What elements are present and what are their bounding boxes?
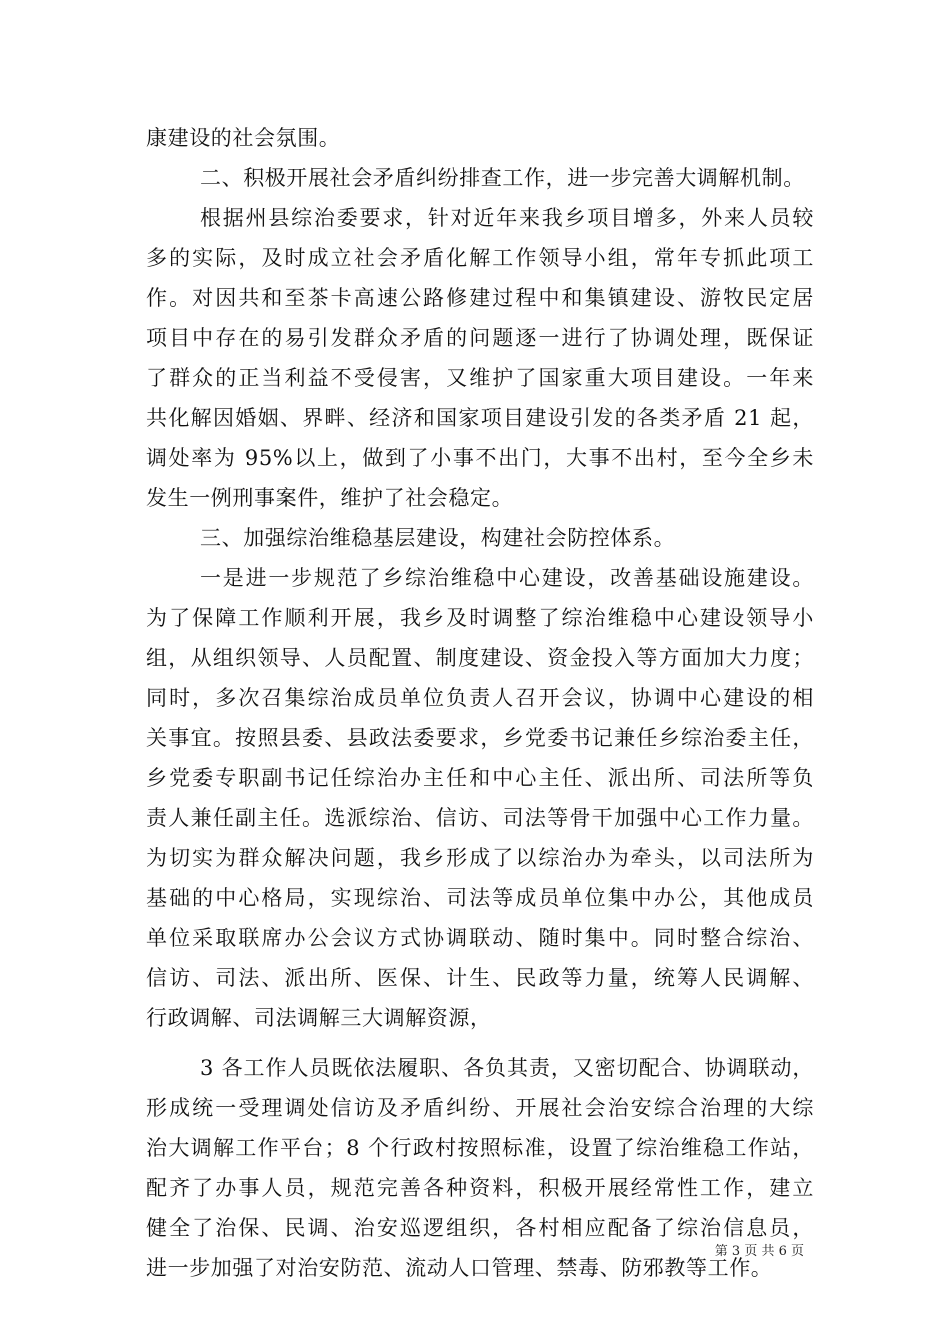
paragraph-line: 了群众的正当利益不受侵害，又维护了国家重大项目建设。一年来 [146,366,814,390]
paragraph-line: 责人兼任副主任。选派综治、信访、司法等骨干加强中心工作力量。 [146,806,814,830]
paragraph-line: 康建设的社会氛围。 [146,126,341,150]
page-number-footer: 第 3 页 共 6 页 [714,1244,804,1259]
paragraph-line: 信访、司法、派出所、医保、计生、民政等力量，统筹人民调解、 [146,966,814,990]
paragraph-line: 进一步加强了对治安防范、流动人口管理、禁毒、防邪教等工作。 [146,1256,773,1280]
paragraph-line: 同时，多次召集综治成员单位负责人召开会议，协调中心建设的相 [146,686,814,710]
paragraph-line: 调处率为 95%以上，做到了小事不出门，大事不出村，至今全乡未 [146,446,814,470]
section-heading: 二、积极开展社会矛盾纠纷排查工作，进一步完善大调解机制。 [200,166,805,190]
paragraph-line: 3 各工作人员既依法履职、各负其责，又密切配合、协调联动， [200,1056,814,1080]
paragraph-line: 共化解因婚姻、界畔、经济和国家项目建设引发的各类矛盾 21 起， [146,406,814,430]
paragraph-line: 多的实际，及时成立社会矛盾化解工作领导小组，常年专抓此项工 [146,246,814,270]
paragraph-line: 健全了治保、民调、治安巡逻组织，各村相应配备了综治信息员， [146,1216,814,1240]
paragraph-line: 治大调解工作平台；8 个行政村按照标准，设置了综治维稳工作站， [146,1136,814,1160]
paragraph-line: 单位采取联席办公会议方式协调联动、随时集中。同时整合综治、 [146,926,814,950]
paragraph-line: 一是进一步规范了乡综治维稳中心建设，改善基础设施建设。 [200,566,814,590]
paragraph-line: 发生一例刑事案件，维护了社会稳定。 [146,486,514,510]
paragraph-line: 项目中存在的易引发群众矛盾的问题逐一进行了协调处理，既保证 [146,326,814,350]
paragraph-gap [146,1038,814,1048]
document-body [146,118,814,1288]
paragraph-line: 组，从组织领导、人员配置、制度建设、资金投入等方面加大力度； [146,646,814,670]
paragraph-line: 形成统一受理调处信访及矛盾纠纷、开展社会治安综合治理的大综 [146,1096,814,1120]
paragraph-line: 配齐了办事人员，规范完善各种资料，积极开展经常性工作，建立 [146,1176,814,1200]
paragraph-line: 乡党委专职副书记任综治办主任和中心主任、派出所、司法所等负 [146,766,814,790]
paragraph-line: 作。对因共和至茶卡高速公路修建过程中和集镇建设、游牧民定居 [146,286,814,310]
paragraph-line: 为了保障工作顺利开展，我乡及时调整了综治维稳中心建设领导小 [146,606,814,630]
paragraph-line: 行政调解、司法调解三大调解资源， [146,1006,492,1030]
paragraph-line: 根据州县综治委要求，针对近年来我乡项目增多，外来人员较 [200,206,814,230]
paragraph-line: 为切实为群众解决问题，我乡形成了以综治办为牵头，以司法所为 [146,846,814,870]
paragraph-line: 关事宜。按照县委、县政法委要求，乡党委书记兼任乡综治委主任， [146,726,814,750]
paragraph-line: 基础的中心格局，实现综治、司法等成员单位集中办公，其他成员 [146,886,814,910]
section-heading: 三、加强综治维稳基层建设，构建社会防控体系。 [200,526,676,550]
